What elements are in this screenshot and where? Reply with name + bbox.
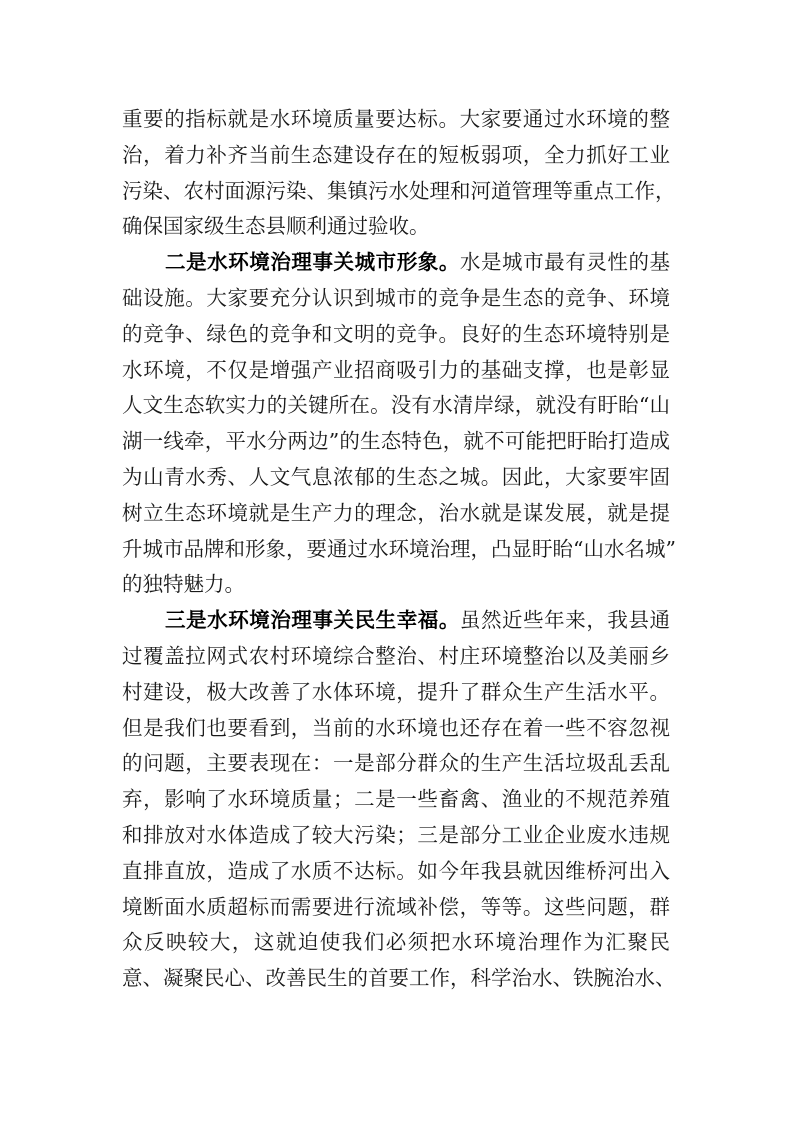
text-line: 村建设，极大改善了水体环境，提升了群众生产生活水平。 [122, 679, 670, 704]
text-line: 直排直放，造成了水质不达标。如今年我县就因维桥河出入 [122, 858, 670, 883]
text-line: 的问题，主要表现在：一是部分群众的生产生活垃圾乱丢乱 [122, 751, 670, 776]
text-line: 树立生态环境就是生产力的理念，治水就是谋发展，就是提 [122, 500, 670, 525]
text-line: 水环境，不仅是增强产业招商吸引力的基础支撑，也是彰显 [122, 357, 670, 382]
text-line: 人文生态软实力的关键所在。没有水清岸绿，就没有盱眙“山 [122, 393, 670, 418]
paragraph-heading: 三是水环境治理事关民生幸福。 [165, 608, 460, 633]
text-line: 治，着力补齐当前生态建设存在的短板弱项，全力抓好工业 [122, 142, 670, 167]
text-line: 境断面水质超标而需要进行流域补偿，等等。这些问题，群 [122, 894, 670, 919]
text-line: 和排放对水体造成了较大污染；三是部分工业企业废水违规 [122, 822, 670, 847]
paragraph-1 [122, 102, 676, 245]
text-line: 众反映较大，这就迫使我们必须把水环境治理作为汇聚民 [122, 930, 670, 955]
text-line: 的独特魅力。 [122, 572, 245, 597]
text-line: 础设施。大家要充分认识到城市的竞争是生态的竞争、环境 [122, 285, 670, 310]
text-line: 弃，影响了水环境质量；二是一些畜禽、渔业的不规范养殖 [122, 787, 670, 812]
text-line: 为山青水秀、人文气息浓郁的生态之城。因此，大家要牢固 [122, 464, 670, 489]
text-line: 但是我们也要看到，当前的水环境也还存在着一些不容忽视 [122, 715, 670, 740]
paragraph-heading: 二是水环境治理事关城市形象。 [165, 250, 460, 275]
text-line: 湖一线牵，平水分两边”的生态特色，就不可能把盱眙打造成 [122, 429, 670, 454]
text-line: 意、凝聚民心、改善民生的首要工作，科学治水、铁腕治水、 [122, 966, 676, 991]
text-segment: 虽然近些年来，我县通 [459, 608, 671, 633]
paragraph-2 [122, 245, 676, 603]
paragraph-first-line [122, 245, 670, 281]
text-line: 污染、农村面源污染、集镇污水处理和河道管理等重点工作， [122, 178, 676, 203]
text-line: 升城市品牌和形象，要通过水环境治理，凸显盱眙“山水名城” [122, 536, 676, 561]
text-line: 重要的指标就是水环境质量要达标。大家要通过水环境的整 [122, 107, 670, 131]
paragraph-first-line [122, 603, 670, 639]
text-line: 过覆盖拉网式农村环境综合整治、村庄环境整治以及美丽乡 [122, 643, 670, 668]
text-line: 的竞争、绿色的竞争和文明的竞争。良好的生态环境特别是 [122, 321, 670, 346]
paragraph-3 [122, 603, 676, 997]
document-page [122, 102, 676, 997]
text-line: 确保国家级生态县顺利通过验收。 [122, 214, 430, 239]
text-segment: 水是城市最有灵性的基 [459, 250, 671, 275]
